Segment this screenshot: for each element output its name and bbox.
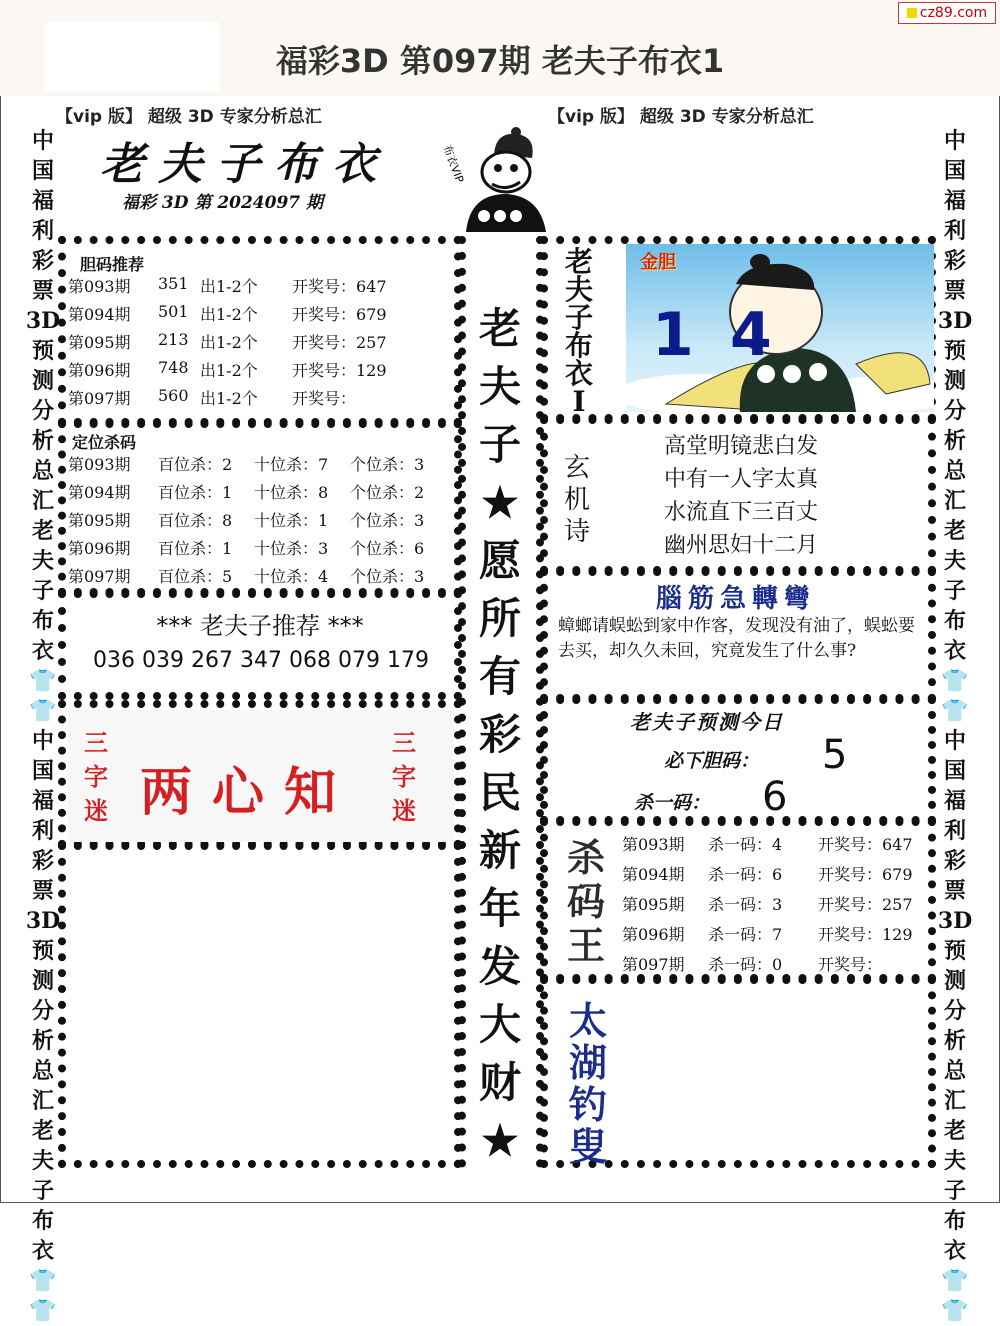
table-row xyxy=(68,358,458,386)
side-char: 分 xyxy=(943,398,966,424)
side-char: 票 xyxy=(943,878,966,904)
side-char: 析 xyxy=(943,1028,966,1054)
side-char: 预 xyxy=(943,938,966,964)
shama-side-char: 王 xyxy=(566,923,605,968)
cell-b: 十位杀：7 xyxy=(254,455,329,474)
jindan-digit-1: 1 xyxy=(652,300,694,370)
side-char: 子 xyxy=(943,578,966,604)
riddle-title: 腦筋急轉彎 xyxy=(655,584,816,614)
poem-side-char: 机 xyxy=(563,485,590,515)
cell-a: 百位杀：5 xyxy=(158,567,233,586)
cell-a: 百位杀：1 xyxy=(158,539,233,558)
side-char: 彩 xyxy=(943,848,966,874)
slogan-char: 夫 xyxy=(478,362,521,411)
side-char: 测 xyxy=(943,368,966,394)
side-char: 中 xyxy=(31,128,54,154)
side-char: 分 xyxy=(31,998,54,1024)
cell-c: 个位杀：3 xyxy=(350,455,425,474)
sanzimi-char: 三 xyxy=(392,728,416,757)
badge-text: cz89.com xyxy=(919,5,988,21)
table-row xyxy=(622,892,932,922)
side-char: 中 xyxy=(943,128,966,154)
slogan-char: ★ xyxy=(481,478,519,527)
side-char: 3D xyxy=(25,308,61,334)
taihu-side-label xyxy=(566,1000,610,1168)
sanzimi-char: 迷 xyxy=(392,796,416,825)
side-char: 彩 xyxy=(31,848,54,874)
sanzimi-char: 迷 xyxy=(84,796,108,825)
side-char: 彩 xyxy=(943,248,966,274)
laofuzi-cartoon-icon xyxy=(436,124,546,232)
cell-a: 百位杀：2 xyxy=(158,455,233,474)
cell-result: 开奖号： xyxy=(818,955,883,974)
danma-title: 胆码推荐 xyxy=(80,255,145,274)
side-char: 彩 xyxy=(31,248,54,274)
cell-result: 开奖号：647 xyxy=(818,835,913,854)
side-char: 福 xyxy=(943,188,966,214)
sanzimi-label-right xyxy=(392,726,416,828)
side-char: 分 xyxy=(943,998,966,1024)
jindan-side-char: 夫 xyxy=(564,273,593,306)
cell-result: 开奖号：129 xyxy=(818,925,913,944)
jindan-side-char: I xyxy=(572,385,586,418)
side-char: 衣 xyxy=(943,1238,966,1264)
today-kill-value: 6 xyxy=(762,774,788,820)
side-text-left xyxy=(26,126,60,1326)
side-char: 夫 xyxy=(31,1148,54,1174)
sanzimi-label-left xyxy=(84,726,108,828)
side-char: 衣 xyxy=(31,1238,54,1264)
jindan-tag: 金胆 xyxy=(640,252,676,273)
side-char: 布 xyxy=(943,608,966,634)
side-char: 预 xyxy=(31,938,54,964)
cell-kill: 杀一码：4 xyxy=(708,835,783,854)
today-title: 老夫子预测今日 xyxy=(630,710,784,734)
side-char: 夫 xyxy=(943,548,966,574)
side-char: 析 xyxy=(31,428,54,454)
cell-note: 出1-2个 xyxy=(200,389,258,408)
brand-name: 老夫子布衣 xyxy=(100,139,390,190)
cell-kill: 杀一码：3 xyxy=(708,895,783,914)
empty-box-left xyxy=(58,842,462,1168)
table-row xyxy=(68,452,458,480)
side-char: 析 xyxy=(943,428,966,454)
cell-result: 开奖号： xyxy=(292,389,357,408)
cell-result: 开奖号：257 xyxy=(818,895,913,914)
side-char: 老 xyxy=(31,1118,54,1144)
slogan-char: 新 xyxy=(478,826,521,875)
side-char: 国 xyxy=(31,758,54,784)
jindan-side-char: 子 xyxy=(564,301,593,334)
slogan-char: 发 xyxy=(478,942,521,991)
table-row xyxy=(68,480,458,508)
side-char: 总 xyxy=(31,1058,54,1084)
jindan-side-char: 老 xyxy=(564,245,593,278)
cell-b: 十位杀：3 xyxy=(254,539,329,558)
side-char: 子 xyxy=(31,578,54,604)
cell-result: 开奖号：679 xyxy=(818,865,913,884)
cell-code: 213 xyxy=(158,330,189,349)
cell-note: 出1-2个 xyxy=(200,277,258,296)
poem-line: 中有一人字太真 xyxy=(664,467,819,492)
recommend-title: *** 老夫子推荐 *** xyxy=(156,612,364,640)
side-char: 析 xyxy=(31,1028,54,1054)
side-char: 子 xyxy=(943,1178,966,1204)
cell-note: 出1-2个 xyxy=(200,305,258,324)
cell-b: 十位杀：4 xyxy=(254,567,329,586)
cell-period: 第093期 xyxy=(68,455,131,474)
today-dan-value: 5 xyxy=(822,732,848,778)
slogan-char: 老 xyxy=(478,304,521,353)
side-char: 老 xyxy=(943,518,966,544)
cell-c: 个位杀：6 xyxy=(350,539,425,558)
side-char: 利 xyxy=(31,818,54,844)
side-char: 汇 xyxy=(943,1088,966,1114)
cell-period: 第095期 xyxy=(68,333,131,352)
table-row xyxy=(68,564,458,592)
jindan-side-char: 衣 xyxy=(564,357,593,390)
side-char: 分 xyxy=(31,398,54,424)
cell-period: 第096期 xyxy=(68,361,131,380)
taihu-side-char: 太 xyxy=(568,998,607,1043)
vip-header-right: 【vip 版】 超级 3D 专家分析总汇 xyxy=(548,107,814,127)
side-char: 👕 xyxy=(941,668,969,694)
shama-side-label xyxy=(566,836,606,968)
side-char: 票 xyxy=(31,278,54,304)
center-slogan xyxy=(470,300,530,1170)
side-char: 👕 xyxy=(29,668,57,694)
cell-result: 开奖号：129 xyxy=(292,361,387,380)
cell-result: 开奖号：647 xyxy=(292,277,387,296)
side-char: 夫 xyxy=(943,1148,966,1174)
cell-c: 个位杀：2 xyxy=(350,483,425,502)
side-char: 票 xyxy=(31,878,54,904)
poem-lines xyxy=(664,430,818,562)
badge-square-icon xyxy=(907,8,917,18)
cell-period: 第094期 xyxy=(622,865,685,884)
table-row xyxy=(622,922,932,952)
jindan-side-char: 布 xyxy=(564,329,593,362)
side-char: 中 xyxy=(31,728,54,754)
side-char: 布 xyxy=(31,608,54,634)
poem-side-label xyxy=(560,452,594,548)
side-char: 👕 xyxy=(941,698,969,724)
cell-c: 个位杀：3 xyxy=(350,511,425,530)
sanzimi-char: 字 xyxy=(392,762,416,791)
slogan-char: 大 xyxy=(478,1000,521,1049)
cell-b: 十位杀：1 xyxy=(254,511,329,530)
side-char: 利 xyxy=(943,218,966,244)
side-char: 👕 xyxy=(941,1298,969,1324)
side-char: 利 xyxy=(31,218,54,244)
sanzimi-char: 三 xyxy=(84,728,108,757)
cell-b: 十位杀：8 xyxy=(254,483,329,502)
cell-code: 351 xyxy=(158,274,189,293)
dingwei-title: 定位杀码 xyxy=(72,433,137,452)
side-char: 衣 xyxy=(943,638,966,664)
sanzimi-char: 字 xyxy=(84,762,108,791)
side-char: 老 xyxy=(943,1118,966,1144)
slogan-char: 子 xyxy=(478,420,521,469)
today-kill-label: 杀一码： xyxy=(634,792,711,814)
side-char: 3D xyxy=(937,308,973,334)
cell-period: 第095期 xyxy=(622,895,685,914)
side-char: 布 xyxy=(31,1208,54,1234)
side-char: 总 xyxy=(943,1058,966,1084)
brand-issue: 福彩 3D 第 2024097 期 xyxy=(122,193,324,213)
slogan-char: 彩 xyxy=(478,710,521,759)
shama-side-char: 码 xyxy=(566,879,605,924)
table-row xyxy=(68,274,458,302)
jindan-side-label xyxy=(556,245,602,418)
side-text-right xyxy=(938,126,972,1326)
side-char: 福 xyxy=(943,788,966,814)
side-char: 测 xyxy=(31,968,54,994)
cell-period: 第094期 xyxy=(68,483,131,502)
cell-period: 第094期 xyxy=(68,305,131,324)
side-char: 测 xyxy=(31,368,54,394)
side-char: 测 xyxy=(943,968,966,994)
slogan-char: 年 xyxy=(478,884,521,933)
side-char: 3D xyxy=(937,908,973,934)
side-char: 利 xyxy=(943,818,966,844)
side-char: 衣 xyxy=(31,638,54,664)
svg-text:布衣VIP: 布衣VIP xyxy=(440,143,467,185)
table-row xyxy=(622,832,932,862)
side-char: 布 xyxy=(943,1208,966,1234)
today-dan-label: 必下胆码： xyxy=(664,750,760,772)
side-char: 夫 xyxy=(31,548,54,574)
slogan-char: 财 xyxy=(478,1058,521,1107)
cell-kill: 杀一码：7 xyxy=(708,925,783,944)
cell-c: 个位杀：3 xyxy=(350,567,425,586)
cell-period: 第097期 xyxy=(68,567,131,586)
poem-line: 高堂明镜悲白发 xyxy=(664,434,819,459)
table-row xyxy=(68,302,458,330)
side-char: 预 xyxy=(31,338,54,364)
sanzimi-answer: 两心知 xyxy=(140,762,357,823)
side-char: 预 xyxy=(943,338,966,364)
poem-line: 幽州思妇十二月 xyxy=(664,533,819,558)
cell-kill: 杀一码：6 xyxy=(708,865,783,884)
side-char: 票 xyxy=(943,278,966,304)
danma-table xyxy=(68,274,458,414)
cell-period: 第093期 xyxy=(622,835,685,854)
poem-line: 水流直下三百丈 xyxy=(664,500,819,525)
side-char: 福 xyxy=(31,788,54,814)
cell-note: 出1-2个 xyxy=(200,361,258,380)
shama-table xyxy=(622,832,932,982)
taihu-side-char: 叟 xyxy=(568,1124,607,1169)
side-char: 3D xyxy=(25,908,61,934)
cell-code: 748 xyxy=(158,358,189,377)
side-char: 👕 xyxy=(29,1298,57,1324)
side-char: 汇 xyxy=(31,488,54,514)
slogan-char: ★ xyxy=(481,1116,519,1165)
side-char: 子 xyxy=(31,1178,54,1204)
slogan-char: 有 xyxy=(478,652,521,701)
riddle-text: 蟑螂请蜈蚣到家中作客，发现没有油了，蜈蚣要去买，却久久未回，究竟发生了什么事? xyxy=(558,616,915,661)
slogan-char: 所 xyxy=(478,594,521,643)
cell-period: 第096期 xyxy=(68,539,131,558)
poem-side-char: 诗 xyxy=(563,517,590,547)
vip-header-left: 【vip 版】 超级 3D 专家分析总汇 xyxy=(56,107,322,127)
slogan-char: 民 xyxy=(478,768,521,817)
table-row xyxy=(68,386,458,414)
table-row xyxy=(68,330,458,358)
side-char: 福 xyxy=(31,188,54,214)
side-char: 国 xyxy=(31,158,54,184)
side-char: 老 xyxy=(31,518,54,544)
jindan-digit-2: 4 xyxy=(730,300,772,370)
cell-result: 开奖号：679 xyxy=(292,305,387,324)
side-char: 总 xyxy=(31,458,54,484)
cell-note: 出1-2个 xyxy=(200,333,258,352)
side-char: 总 xyxy=(943,458,966,484)
side-char: 汇 xyxy=(943,488,966,514)
side-char: 👕 xyxy=(29,1268,57,1294)
table-row xyxy=(68,536,458,564)
cell-a: 百位杀：1 xyxy=(158,483,233,502)
cell-kill: 杀一码：0 xyxy=(708,955,783,974)
shama-side-char: 杀 xyxy=(566,835,605,880)
cell-code: 560 xyxy=(158,386,189,405)
side-char: 汇 xyxy=(31,1088,54,1114)
cell-code: 501 xyxy=(158,302,189,321)
cell-period: 第096期 xyxy=(622,925,685,944)
cell-period: 第097期 xyxy=(622,955,685,974)
cell-result: 开奖号：257 xyxy=(292,333,387,352)
dingwei-table xyxy=(68,452,458,592)
side-char: 国 xyxy=(943,758,966,784)
page-title: 福彩3D 第097期 老夫子布衣1 xyxy=(275,42,725,80)
cell-period: 第097期 xyxy=(68,389,131,408)
side-char: 中 xyxy=(943,728,966,754)
taihu-side-char: 湖 xyxy=(568,1040,607,1085)
table-row xyxy=(622,862,932,892)
cell-period: 第095期 xyxy=(68,511,131,530)
cell-a: 百位杀：8 xyxy=(158,511,233,530)
cell-period: 第093期 xyxy=(68,277,131,296)
table-row xyxy=(68,508,458,536)
site-badge[interactable] xyxy=(898,2,996,24)
poem-side-char: 玄 xyxy=(563,453,590,483)
side-char: 👕 xyxy=(941,1268,969,1294)
recommend-numbers: 036 039 267 347 068 079 179 xyxy=(93,648,429,673)
side-char: 国 xyxy=(943,158,966,184)
taihu-side-char: 钓 xyxy=(568,1082,607,1127)
slogan-char: 愿 xyxy=(478,536,521,585)
side-char: 👕 xyxy=(29,698,57,724)
